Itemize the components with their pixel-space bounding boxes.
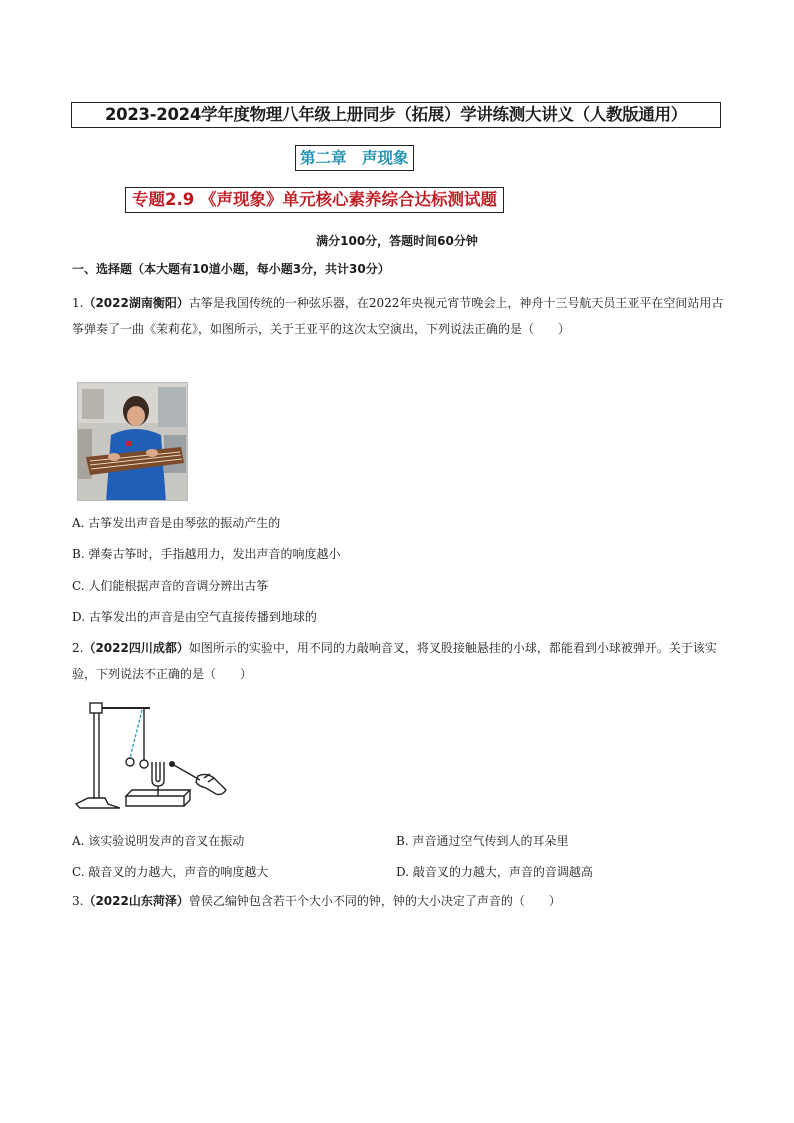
question-source: （2022湖南衡阳） xyxy=(83,296,189,310)
question-2-option-a: A. 该实验说明发声的音叉在振动 xyxy=(72,834,245,848)
question-1-option-b: B. 弹奏古筝时，手指越用力，发出声音的响度越小 xyxy=(72,547,341,561)
section-heading: 一、选择题（本大题有10道小题，每小题3分，共计30分） xyxy=(72,262,390,276)
question-2-option-d: D. 敲音叉的力越大，声音的音调越高 xyxy=(396,865,593,879)
question-1 xyxy=(72,290,726,342)
document-title: 2023-2024学年度物理八年级上册同步（拓展）学讲练测大讲义（人教版通用） xyxy=(71,102,721,128)
question-number: 3. xyxy=(72,894,84,908)
question-2-option-b: B. 声音通过空气传到人的耳朵里 xyxy=(396,834,569,848)
guzheng-photo xyxy=(77,382,188,501)
question-3 xyxy=(72,888,726,914)
question-number: 2. xyxy=(72,641,84,655)
question-1-option-a: A. 古筝发出声音是由琴弦的振动产生的 xyxy=(72,516,281,530)
question-2-option-c: C. 敲音叉的力越大，声音的响度越大 xyxy=(72,865,269,879)
question-source: （2022山东菏泽） xyxy=(83,894,189,908)
question-stem: 古筝是我国传统的一种弦乐器，在2022年央视元宵节晚会上，神舟十三号航天员王亚平在空间站用古筝弹奏了一曲《茉莉花》，如图所示，关于王亚平的这次太空演出，下列说法正确的是（ ） xyxy=(72,296,724,336)
question-1-option-d: D. 古筝发出的声音是由空气直接传播到地球的 xyxy=(72,610,317,624)
astronaut-playing-guzheng-image xyxy=(78,383,188,501)
chapter-heading: 第二章 声现象 xyxy=(295,145,414,171)
topic-heading: 专题2.9 《声现象》单元核心素养综合达标测试题 xyxy=(125,187,504,213)
tuning-fork-apparatus-diagram xyxy=(72,700,230,816)
question-source: （2022四川成都） xyxy=(83,641,189,655)
question-1-option-c: C. 人们能根据声音的音调分辨出古筝 xyxy=(72,579,269,593)
question-2 xyxy=(72,635,726,687)
question-stem: 曾侯乙编钟包含若干个大小不同的钟，钟的大小决定了声音的（ ） xyxy=(188,894,561,908)
question-stem: 如图所示的实验中，用不同的力敲响音叉，将叉股接触悬挂的小球，都能看到小球被弹开。关于该实验，下列说法不正确的是（ ） xyxy=(72,641,717,681)
question-number: 1. xyxy=(72,296,84,310)
exam-info: 满分100分，答题时间60分钟 xyxy=(316,234,478,248)
